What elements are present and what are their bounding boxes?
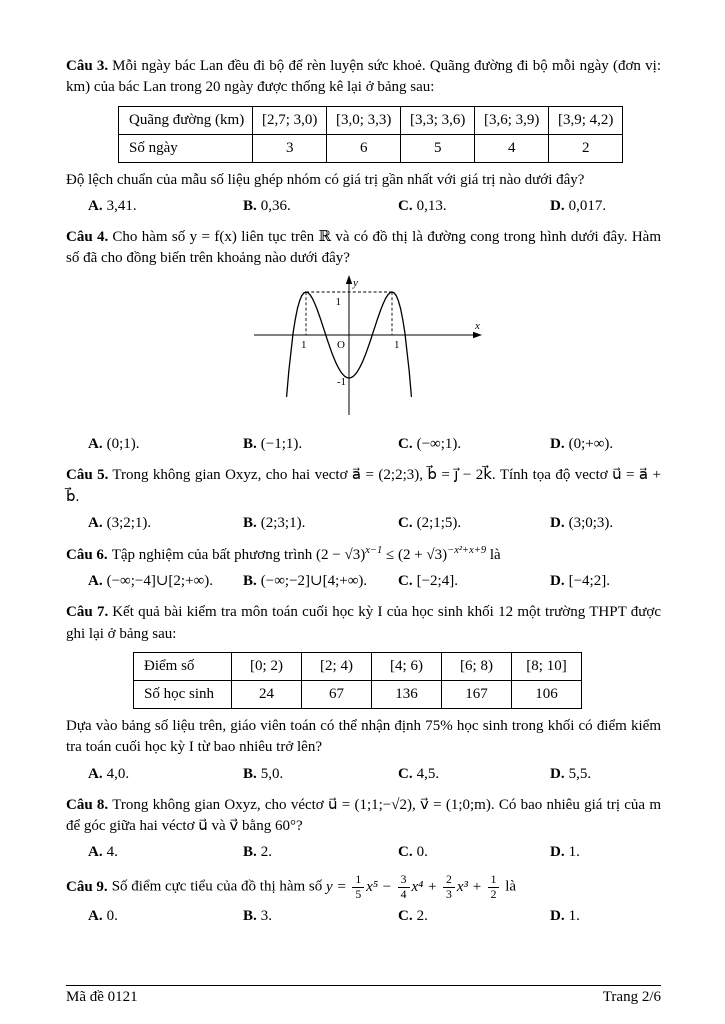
option-d-value: [−4;2]. [568,573,610,590]
inequality-formula [316,547,486,563]
table-cell: [2,7; 3,0) [253,106,327,134]
table-cell: 3 [253,134,327,162]
question-4-text: Cho hàm số y = f(x) liên tục trên ℝ và có đồ thị là đường cong trong hình dưới đây. Hàm số đã cho đồng biến trên khoảng nào dưới đây? [66,228,661,267]
option-c-value: 0,13. [416,197,447,214]
option-c [398,571,550,592]
page-number: Trang 2/6 [602,989,661,1005]
table-cell: [0; 2) [232,652,302,680]
option-b-letter: B. [243,908,257,925]
question-7 [66,602,661,784]
option-d-letter: D. [550,765,565,782]
y-axis-label: y [352,277,358,290]
option-b-letter: B. [243,844,257,861]
origin-label: O [336,339,345,352]
question-6-label: Câu 6. [66,547,108,564]
question-7-options [66,764,661,785]
option-b-letter: B. [243,515,257,532]
option-b-letter: B. [243,573,257,590]
y-axis-arrow-icon [345,275,351,284]
tick-label-left: 1 [300,339,306,352]
option-c [398,906,550,927]
question-6 [66,544,661,592]
option-b [243,842,398,863]
option-c-value: 0. [416,844,428,861]
option-b-letter: B. [243,436,257,453]
option-c-letter: C. [398,908,413,925]
option-d-letter: D. [550,436,565,453]
question-7-stem [66,602,661,645]
option-a-value: 0. [106,908,118,925]
option-d [550,571,661,592]
question-7-table [133,652,582,709]
option-a [88,196,243,217]
table-cell: 6 [327,134,401,162]
question-7-label: Câu 7. [66,604,109,621]
fraction-3-denominator: 3 [446,887,452,901]
option-a-value: (−∞;−4]∪[2;+∞). [106,573,213,590]
option-c-value: 2. [416,908,428,925]
option-b-value: 0,36. [260,197,291,214]
option-b [243,513,398,534]
tick-label-one: 1 [335,296,341,309]
polynomial-formula [326,873,501,901]
option-c-value: (−∞;1). [416,436,462,453]
function-graph [244,273,484,428]
formula-term-3: x³ + [456,878,482,895]
option-a [88,906,243,927]
question-3-label: Câu 3. [66,58,109,74]
option-c [398,196,550,217]
formula-exponent-1: x−1 [365,545,383,557]
option-a [88,571,243,592]
option-c [398,434,550,455]
question-5 [66,465,661,534]
question-3-options [66,196,661,217]
question-9 [66,873,661,927]
option-c-letter: C. [398,765,413,782]
question-9-options [66,906,661,927]
option-b-letter: B. [243,765,257,782]
option-b-value: (−1;1). [260,436,303,453]
option-a-letter: A. [88,765,103,782]
option-d [550,842,661,863]
question-3-question: Độ lệch chuẩn của mẫu số liệu ghép nhóm có giá trị gần nhất với giá trị nào dưới đây? [66,171,585,188]
option-b-value: 3. [260,908,273,925]
option-a-letter: A. [88,573,103,590]
table-cell: 24 [232,680,302,708]
table-cell: [6; 8) [442,652,512,680]
formula-exponent-2: −x²+x+9 [447,545,487,557]
question-9-intro: Số điểm cực tiểu của đồ thị hàm số [111,878,323,895]
table-cell: [3,6; 3,9) [475,106,549,134]
table-cell: 4 [475,134,549,162]
question-8-stem [66,795,661,838]
option-a [88,434,243,455]
question-3-text: Mỗi ngày bác Lan đều đi bộ để rèn luyện sức khoẻ. Quãng đường đi bộ mỗi ngày (đơn vị: km) của bác Lan trong 20 ngày được thống kê lại ở bảng sau: [66,58,661,96]
option-d [550,513,661,534]
question-3 [66,56,661,217]
option-d-value: 1. [568,844,580,861]
formula-term-1: x⁵ − [366,878,392,895]
x-axis-label: x [474,320,480,333]
question-8-options [66,842,661,863]
fraction-2 [398,873,410,901]
tick-label-right: 1 [393,339,399,352]
exam-code: Mã đề 0121 [66,989,138,1005]
question-6-stem [66,544,661,566]
question-7-question: Dựa vào bảng số liệu trên, giáo viên toán có thể nhận định 75% học sinh trong khối có điểm kiểm tra toán cuối học kỳ I từ bao nhiêu trở lên? [66,717,661,756]
fraction-3 [443,873,455,901]
table-row [119,134,623,162]
fraction-4-denominator: 2 [490,887,497,901]
table-cell: Số học sinh [134,680,232,708]
option-b [243,906,398,927]
fraction-4 [488,873,500,901]
table-cell: 136 [372,680,442,708]
option-b [243,571,398,592]
question-8-label: Câu 8. [66,796,109,813]
fraction-2-denominator: 4 [400,887,407,901]
option-d-value: (0;+∞). [568,436,614,453]
option-d [550,434,661,455]
question-8 [66,795,661,864]
fraction-1-denominator: 5 [355,887,362,901]
x-axis-arrow-icon [473,332,482,338]
question-6-options [66,571,661,592]
table-cell: 106 [512,680,582,708]
option-b-value: (2;3;1). [260,515,306,532]
question-3-stem [66,56,661,99]
option-c [398,842,550,863]
option-d [550,764,661,785]
option-d [550,196,661,217]
question-4-stem [66,227,661,270]
table-row [134,680,582,708]
fraction-2-numerator: 3 [398,873,410,887]
question-4 [66,227,661,456]
table-cell: Quãng đường (km) [119,106,253,134]
fraction-4-numerator: 1 [488,873,500,887]
table-cell: Số ngày [119,134,253,162]
option-c-value: [−2;4]. [416,573,458,590]
option-c-letter: C. [398,515,413,532]
formula-base-2: (2 + √3) [397,547,448,564]
option-a-value: (3;2;1). [106,515,152,532]
option-b [243,764,398,785]
option-a [88,842,243,863]
option-a-letter: A. [88,908,103,925]
question-5-stem [66,465,661,508]
question-5-label: Câu 5. [66,467,109,484]
fraction-1-numerator: 1 [352,873,364,887]
option-c [398,513,550,534]
option-c [398,764,550,785]
option-d-letter: D. [550,844,565,861]
option-c-value: 4,5. [416,765,440,782]
tick-label-minus-one: -1 [336,376,346,389]
option-d-letter: D. [550,515,565,532]
option-d-letter: D. [550,573,565,590]
option-b-value: 2. [260,844,273,861]
question-8-text: Trong không gian Oxyz, cho véctơ u⃗ = (1;1;−√2), v⃗ = (1;0;m). Có bao nhiêu giá trị của m để góc giữa hai véctơ u⃗ và v⃗ bằng 60°? [66,796,661,834]
option-a-value: (0;1). [106,436,140,453]
option-c-letter: C. [398,573,413,590]
question-6-suffix: là [489,547,501,564]
formula-term-2: x⁴ + [411,878,438,895]
question-7-text: Kết quả bài kiểm tra môn toán cuối học kỳ I của học sinh khối 12 một trường THPT được ghi lại ở bảng sau: [66,604,661,642]
question-5-options [66,513,661,534]
option-d [550,906,661,927]
table-cell: [4; 6) [372,652,442,680]
formula-relation: ≤ [385,547,395,564]
table-cell: [3,9; 4,2) [549,106,623,134]
option-b-value: (−∞;−2]∪[4;+∞). [260,573,368,590]
formula-base-1: (2 − √3) [316,547,366,564]
question-9-stem [66,873,661,901]
option-a-letter: A. [88,515,103,532]
option-a-letter: A. [88,844,103,861]
question-5-text: Trong không gian Oxyz, cho hai vectơ a⃗ = (2;2;3), b⃗ = j⃗ − 2k⃗. Tính tọa độ vectơ u⃗ = a⃗ + b⃗. [66,467,661,505]
table-cell: 2 [549,134,623,162]
option-d-value: 5,5. [568,765,592,782]
option-d-value: 0,017. [568,197,607,214]
table-row [119,106,623,134]
question-9-label: Câu 9. [66,878,108,895]
option-d-letter: D. [550,197,565,214]
question-9-suffix: là [505,878,517,895]
option-a-value: 4. [106,844,118,861]
page-footer [66,985,661,1006]
option-a-value: 4,0. [106,765,130,782]
table-cell: 167 [442,680,512,708]
table-cell: 67 [302,680,372,708]
fraction-1 [352,873,364,901]
option-a-value: 3,41. [106,197,137,214]
option-d-value: (3;0;3). [568,515,614,532]
graph-svg [244,273,484,423]
table-cell: 5 [401,134,475,162]
fraction-3-numerator: 2 [443,873,455,887]
option-b [243,434,398,455]
table-cell: [3,0; 3,3) [327,106,401,134]
table-cell: Điểm số [134,652,232,680]
option-c-letter: C. [398,844,413,861]
table-cell: [3,3; 3,6) [401,106,475,134]
table-row [134,652,582,680]
question-3-table [118,106,623,163]
formula-lead: y = [326,878,347,895]
table-cell: [2; 4) [302,652,372,680]
option-c-value: (2;1;5). [416,515,462,532]
option-c-letter: C. [398,197,413,214]
option-b [243,196,398,217]
table-cell: [8; 10] [512,652,582,680]
option-c-letter: C. [398,436,413,453]
question-6-intro: Tập nghiệm của bất phương trình [111,547,313,564]
option-a-letter: A. [88,436,103,453]
option-a [88,513,243,534]
option-a [88,764,243,785]
question-4-label: Câu 4. [66,228,109,245]
option-d-letter: D. [550,908,565,925]
option-d-value: 1. [568,908,580,925]
option-a-letter: A. [88,197,103,214]
option-b-value: 5,0. [260,765,284,782]
option-b-letter: B. [243,197,257,214]
question-4-options [66,434,661,455]
